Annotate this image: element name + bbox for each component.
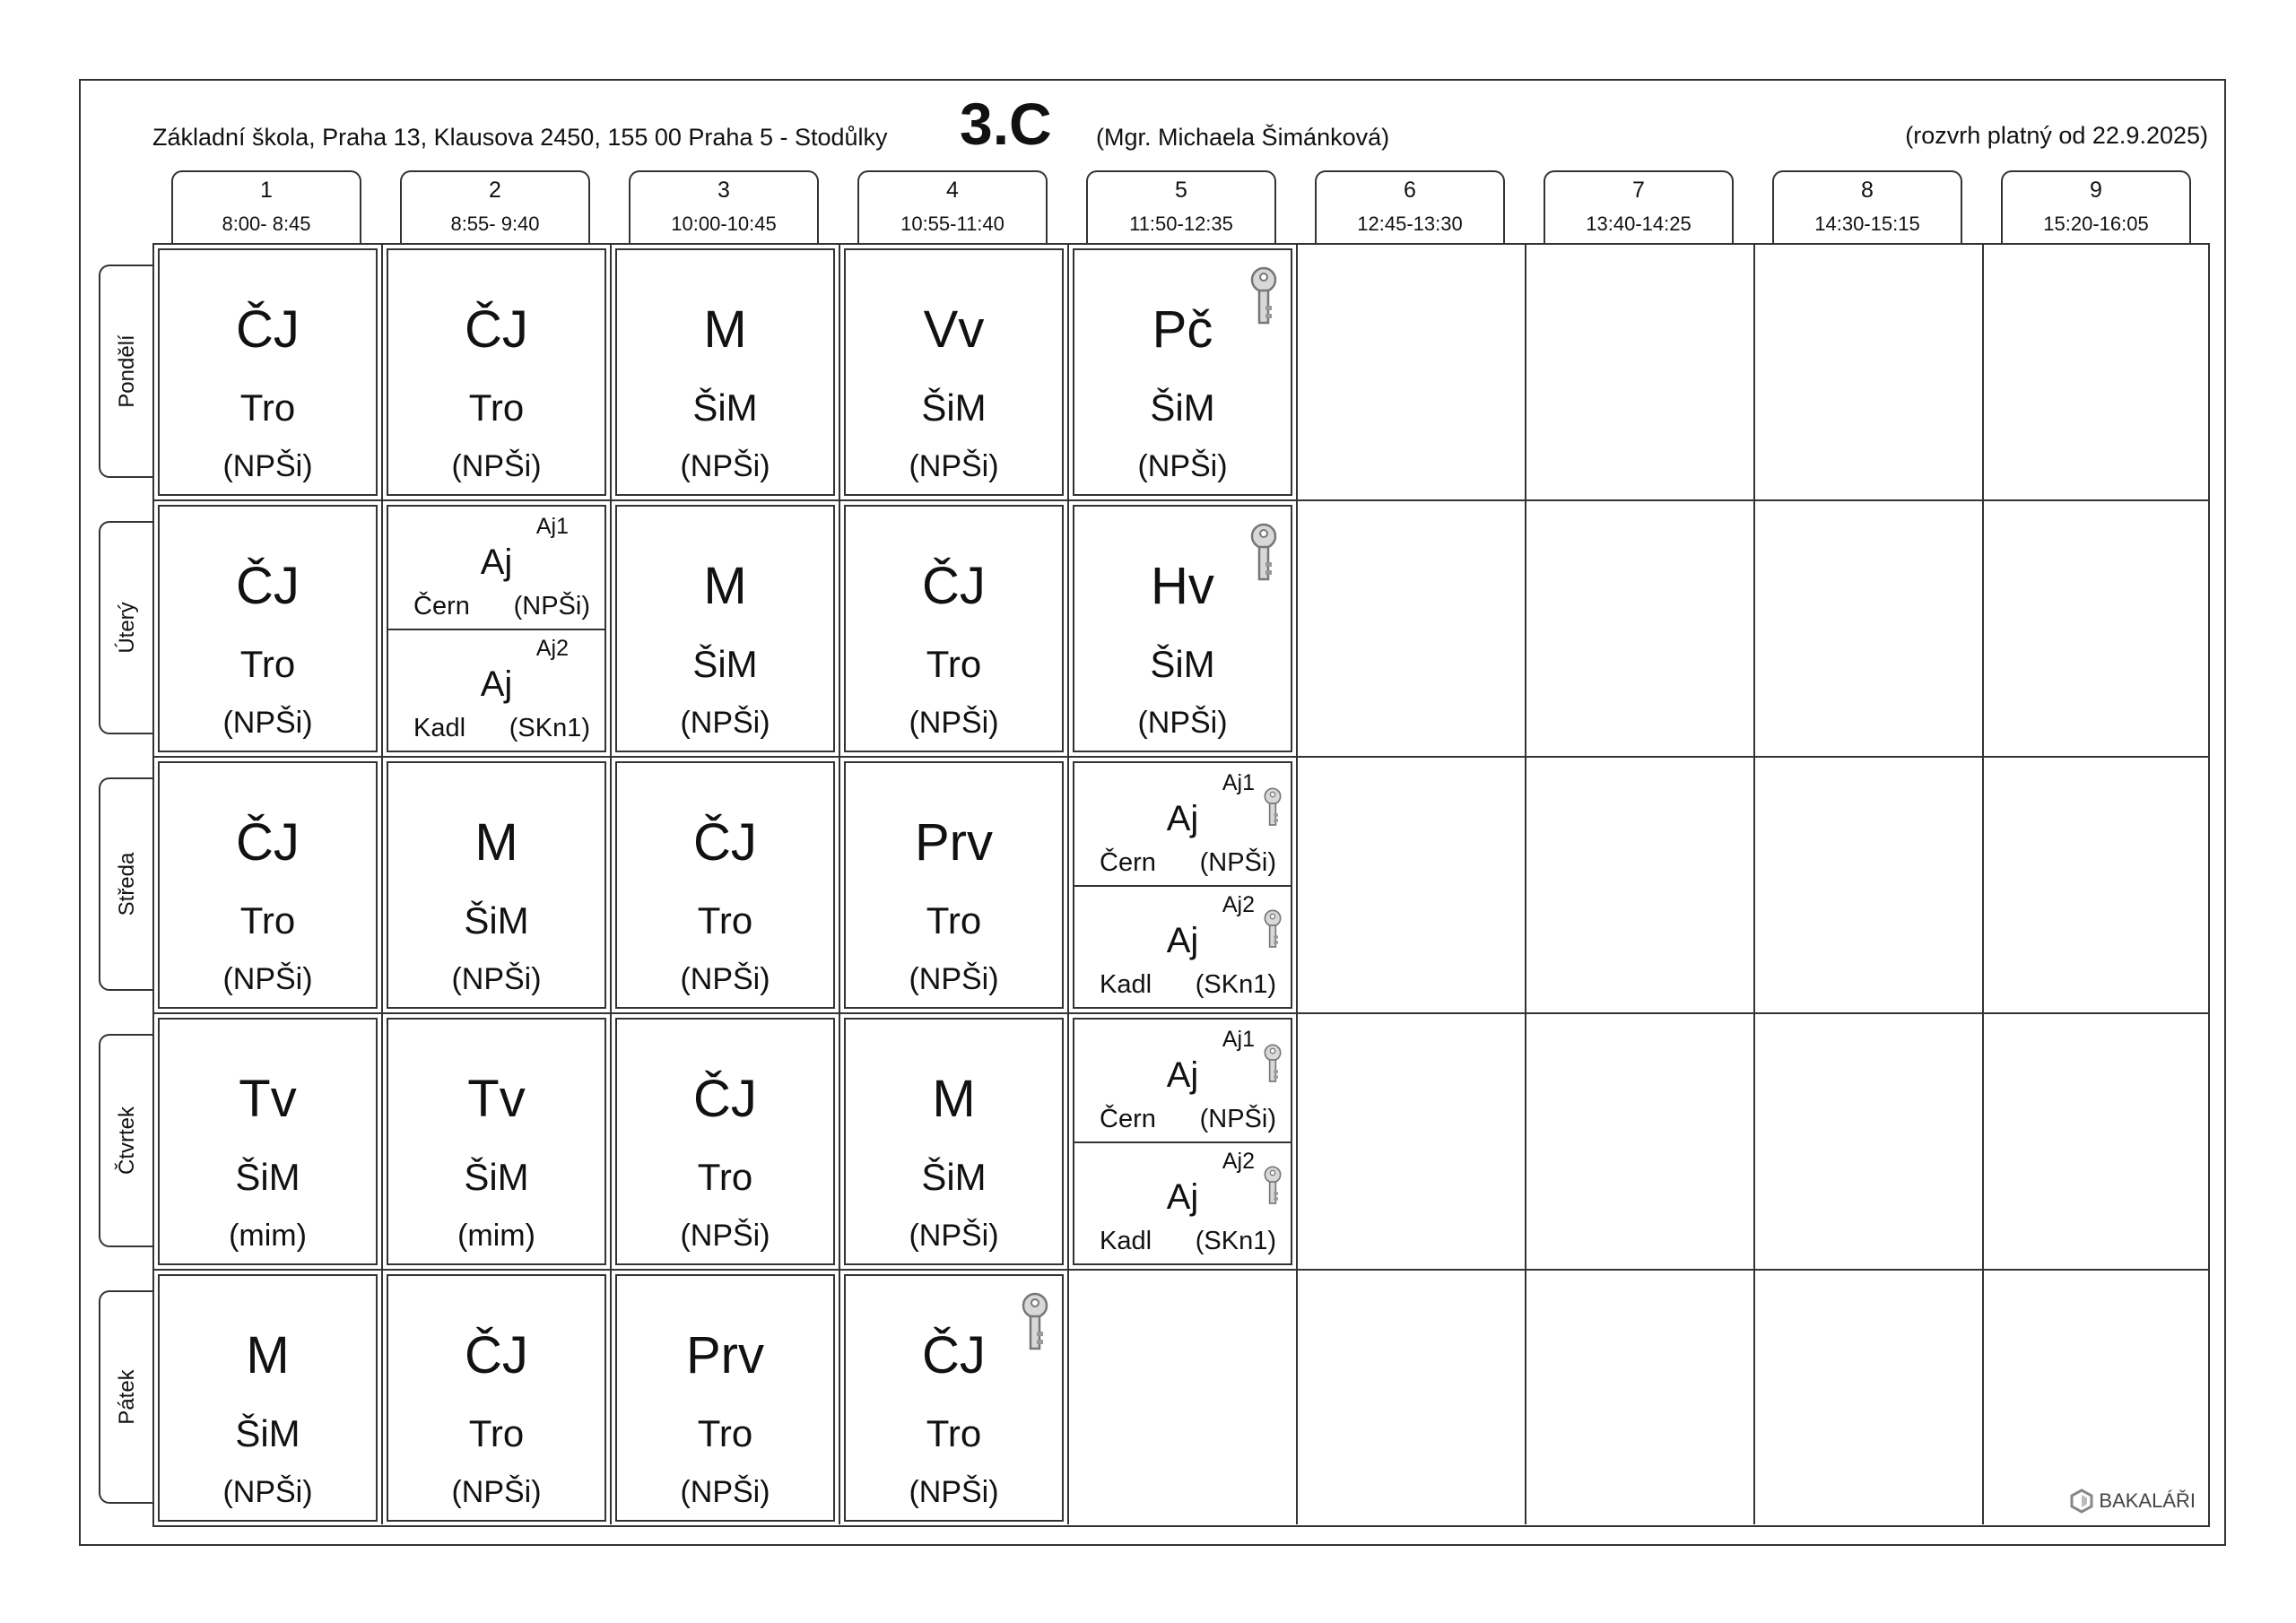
grid-cell <box>1755 1271 1984 1524</box>
room: (SKn1) <box>1195 1227 1276 1255</box>
lesson-cell[interactable] <box>1073 505 1292 752</box>
school-address: Základní škola, Praha 13, Klausova 2450, 155 00 Praha 5 - Stodůlky <box>152 124 888 151</box>
teacher: ŠiM <box>1150 386 1215 429</box>
period-tab-4 <box>857 170 1048 245</box>
day-name: Úterý <box>115 602 139 654</box>
period-time: 10:55-11:40 <box>900 213 1004 235</box>
lesson-cell[interactable] <box>158 761 378 1009</box>
lesson-cell[interactable] <box>387 248 606 496</box>
teacher: Tro <box>926 643 982 685</box>
room: (NPŠi) <box>1137 449 1228 483</box>
lesson-cell[interactable] <box>615 1274 835 1522</box>
lesson-cell[interactable] <box>158 1274 378 1522</box>
teacher: Tro <box>468 1412 525 1454</box>
period-number: 8 <box>1861 178 1874 203</box>
grid-cell <box>1298 501 1526 758</box>
room: (SKn1) <box>1195 970 1276 999</box>
subject: M <box>932 1070 976 1128</box>
subject: Tv <box>239 1070 297 1128</box>
lesson-cell[interactable] <box>615 505 835 752</box>
lesson-group-Aj1[interactable] <box>388 507 604 630</box>
room: (mim) <box>457 1219 535 1253</box>
subject: Hv <box>1151 557 1214 615</box>
room: (NPŠi) <box>222 449 313 483</box>
subject: ČJ <box>693 813 757 872</box>
period-number: 3 <box>718 178 730 203</box>
grid-cell <box>1984 1271 2210 1524</box>
bakalari-logo-icon <box>2070 1488 2093 1514</box>
subject: Tv <box>467 1070 526 1128</box>
period-time: 8:55- 9:40 <box>450 213 540 235</box>
teacher: Tro <box>468 386 525 429</box>
teacher: Kadl <box>413 714 466 742</box>
period-number: 9 <box>2090 178 2102 203</box>
period-tab-5 <box>1086 170 1276 245</box>
period-tab-6 <box>1315 170 1505 245</box>
group-label: Aj2 <box>535 636 569 661</box>
grid-cell <box>1755 245 1984 501</box>
teacher: Čern <box>413 592 470 621</box>
room: (NPŠi) <box>680 706 770 740</box>
grid-cell <box>1755 501 1984 758</box>
period-time: 8:00- 8:45 <box>222 213 311 235</box>
subject: Prv <box>686 1326 764 1384</box>
timetable-grid <box>152 243 2210 1527</box>
grid-cell <box>1298 1271 1526 1524</box>
grid-cell <box>1298 758 1526 1014</box>
subject: ČJ <box>236 557 300 615</box>
period-tab-3 <box>629 170 819 245</box>
grid-cell <box>1755 1014 1984 1271</box>
teacher: Čern <box>1100 1105 1156 1133</box>
period-time: 12:45-13:30 <box>1357 213 1463 235</box>
period-number: 4 <box>946 178 959 203</box>
subject: Vv <box>923 300 985 359</box>
teacher: Tro <box>697 1412 753 1454</box>
subject: Aj <box>1166 799 1199 838</box>
lesson-cell[interactable] <box>615 1018 835 1265</box>
period-tab-9 <box>2001 170 2191 245</box>
room: (NPŠi) <box>680 1219 770 1253</box>
subject: Aj <box>480 664 513 704</box>
room: (SKn1) <box>509 714 590 742</box>
subject: Aj <box>1166 1177 1199 1217</box>
subject: ČJ <box>922 557 986 615</box>
grid-cell <box>1755 758 1984 1014</box>
subject: ČJ <box>236 300 300 359</box>
grid-cell <box>1526 245 1755 501</box>
day-tab-0 <box>99 265 154 478</box>
subject: ČJ <box>236 813 300 872</box>
logo-text: BAKALÁŘI <box>2099 1489 2196 1512</box>
teacher: Kadl <box>1100 970 1152 999</box>
day-tab-4 <box>99 1290 154 1504</box>
key-icon <box>1262 786 1283 828</box>
teacher: Tro <box>239 643 296 685</box>
lesson-group-Aj1[interactable] <box>1074 763 1291 887</box>
subject: ČJ <box>465 1326 528 1384</box>
room: (NPŠi) <box>909 962 999 996</box>
teacher: ŠiM <box>692 643 758 685</box>
grid-cell <box>1298 1014 1526 1271</box>
subject: M <box>703 557 747 615</box>
subject: M <box>703 300 747 359</box>
period-tab-7 <box>1544 170 1734 245</box>
period-number: 7 <box>1632 178 1645 203</box>
room: (mim) <box>229 1219 307 1253</box>
teacher: ŠiM <box>921 386 987 429</box>
subject: Aj <box>1166 1055 1199 1095</box>
lesson-cell[interactable] <box>387 761 606 1009</box>
period-tab-2 <box>400 170 590 245</box>
subject: Aj <box>480 542 513 582</box>
room: (NPŠi) <box>451 1475 542 1509</box>
teacher: ŠiM <box>1150 643 1215 685</box>
room: (NPŠi) <box>680 962 770 996</box>
room: (NPŠi) <box>909 706 999 740</box>
day-tab-3 <box>99 1034 154 1247</box>
lesson-cell[interactable] <box>387 1018 606 1265</box>
subject: ČJ <box>465 300 528 359</box>
lesson-group-Aj2[interactable] <box>1074 885 1291 1007</box>
lesson-group-Aj2[interactable] <box>1074 1141 1291 1263</box>
class-teacher: (Mgr. Michaela Šimánková) <box>1096 124 1390 151</box>
teacher: ŠiM <box>235 1412 300 1454</box>
lesson-group-Aj1[interactable] <box>1074 1020 1291 1143</box>
period-time: 10:00-10:45 <box>671 213 777 235</box>
key-icon <box>1262 908 1283 950</box>
subject: M <box>246 1326 290 1384</box>
lesson-group-Aj2[interactable] <box>388 629 604 751</box>
key-icon <box>1248 523 1280 582</box>
teacher: Tro <box>239 386 296 429</box>
group-label: Aj1 <box>1222 770 1255 795</box>
room: (NPŠi) <box>909 1219 999 1253</box>
lesson-cell[interactable] <box>844 1018 1064 1265</box>
day-tab-1 <box>99 521 154 734</box>
key-icon <box>1262 1043 1283 1084</box>
bakalari-logo <box>2070 1488 2196 1514</box>
lesson-cell[interactable] <box>615 761 835 1009</box>
lesson-cell[interactable] <box>387 1274 606 1522</box>
day-name: Pátek <box>115 1369 139 1425</box>
teacher: ŠiM <box>464 1156 529 1198</box>
subject: ČJ <box>922 1326 986 1384</box>
grid-cell <box>1984 501 2210 758</box>
key-icon <box>1262 1165 1283 1206</box>
grid-cell <box>1984 758 2210 1014</box>
grid-cell <box>1526 501 1755 758</box>
lesson-cell[interactable] <box>158 505 378 752</box>
room: (NPŠi) <box>513 592 590 621</box>
room: (NPŠi) <box>1199 1105 1276 1133</box>
teacher: Tro <box>926 899 982 942</box>
day-tab-2 <box>99 777 154 991</box>
teacher: Tro <box>697 899 753 942</box>
room: (NPŠi) <box>1199 848 1276 877</box>
period-time: 14:30-15:15 <box>1814 213 1920 235</box>
day-name: Pondělí <box>115 334 139 408</box>
period-number: 6 <box>1404 178 1416 203</box>
period-time: 11:50-12:35 <box>1129 213 1233 235</box>
grid-cell <box>1526 1014 1755 1271</box>
group-label: Aj1 <box>535 514 569 539</box>
subject: M <box>474 813 518 872</box>
room: (NPŠi) <box>451 449 542 483</box>
period-number: 1 <box>260 178 273 203</box>
period-number: 2 <box>489 178 501 203</box>
lesson-cell-split[interactable] <box>1073 761 1292 1009</box>
period-number: 5 <box>1175 178 1187 203</box>
room: (NPŠi) <box>451 962 542 996</box>
key-icon <box>1019 1292 1051 1351</box>
period-tab-1 <box>171 170 361 245</box>
lesson-cell[interactable] <box>615 248 835 496</box>
lesson-cell[interactable] <box>1073 248 1292 496</box>
lesson-cell[interactable] <box>844 1274 1064 1522</box>
period-time: 15:20-16:05 <box>2043 213 2149 235</box>
grid-cell <box>1526 1271 1755 1524</box>
room: (NPŠi) <box>909 1475 999 1509</box>
teacher: Čern <box>1100 848 1156 877</box>
class-name: 3.C <box>960 91 1052 157</box>
day-name: Středa <box>115 852 139 916</box>
room: (NPŠi) <box>222 1475 313 1509</box>
valid-from: (rozvrh platný od 22.9.2025) <box>1905 122 2208 149</box>
room: (NPŠi) <box>909 449 999 483</box>
lesson-cell[interactable] <box>158 1018 378 1265</box>
group-label: Aj2 <box>1222 1149 1255 1174</box>
room: (NPŠi) <box>680 449 770 483</box>
lesson-cell-split[interactable] <box>1073 1018 1292 1265</box>
subject: ČJ <box>693 1070 757 1128</box>
teacher: ŠiM <box>692 386 758 429</box>
day-name: Čtvrtek <box>115 1106 139 1176</box>
teacher: Kadl <box>1100 1227 1152 1255</box>
room: (NPŠi) <box>1137 706 1228 740</box>
subject: Prv <box>915 813 993 872</box>
grid-cell <box>1069 1271 1298 1524</box>
group-label: Aj2 <box>1222 892 1255 917</box>
teacher: ŠiM <box>464 899 529 942</box>
period-tab-8 <box>1772 170 1962 245</box>
grid-cell <box>1298 245 1526 501</box>
lesson-cell[interactable] <box>844 248 1064 496</box>
teacher: Tro <box>239 899 296 942</box>
room: (NPŠi) <box>222 706 313 740</box>
subject: Pč <box>1152 300 1213 359</box>
subject: Aj <box>1166 921 1199 960</box>
room: (NPŠi) <box>222 962 313 996</box>
group-label: Aj1 <box>1222 1027 1255 1052</box>
period-time: 13:40-14:25 <box>1586 213 1692 235</box>
room: (NPŠi) <box>680 1475 770 1509</box>
teacher: Tro <box>926 1412 982 1454</box>
lesson-cell[interactable] <box>844 761 1064 1009</box>
teacher: ŠiM <box>921 1156 987 1198</box>
grid-cell <box>1984 1014 2210 1271</box>
teacher: ŠiM <box>235 1156 300 1198</box>
teacher: Tro <box>697 1156 753 1198</box>
lesson-cell[interactable] <box>844 505 1064 752</box>
key-icon <box>1248 266 1280 325</box>
grid-cell <box>1984 245 2210 501</box>
grid-cell <box>1526 758 1755 1014</box>
lesson-cell[interactable] <box>158 248 378 496</box>
lesson-cell-split[interactable] <box>387 505 606 752</box>
